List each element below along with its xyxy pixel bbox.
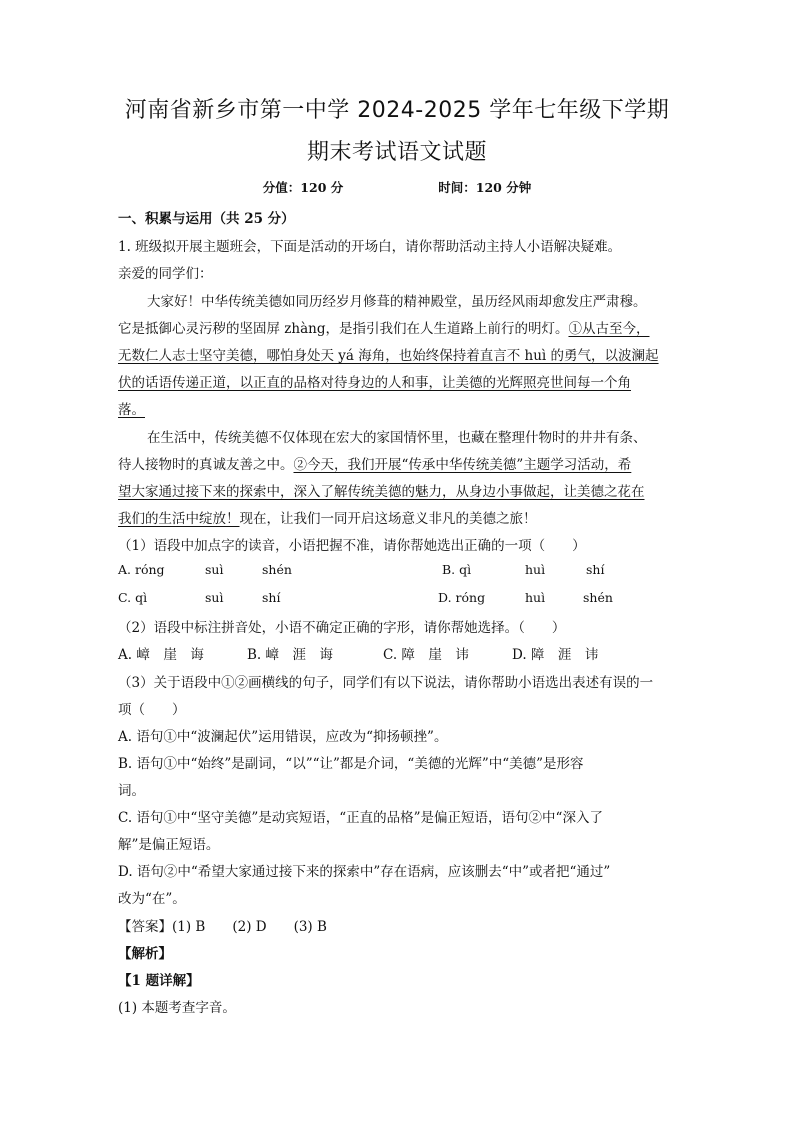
option-1a-3: shén — [262, 562, 292, 577]
sub-question-3-line-2: 项（ ） — [118, 702, 186, 718]
passage-1-line-5: 落。 — [118, 402, 145, 418]
underlined-sentence-1: ①从古至今， — [568, 321, 650, 337]
sub-question-3-line-1: （3）关于语段中①②画横线的句子，同学们有以下说法，请你帮助小语选出表述有误的一 — [118, 675, 654, 691]
time-label: 时间：120 分钟 — [438, 180, 532, 195]
option-1a-1: A. róng — [118, 562, 165, 577]
option-2a: A. 嶂 崖 诲 — [118, 647, 204, 663]
exam-meta — [0, 178, 794, 196]
option-3a: A. 语句①中“波澜起伏”运用错误，应改为“抑扬顿挫”。 — [118, 729, 448, 745]
passage-2-line-1: 在生活中，传统美德不仅体现在宏大的家国情怀里，也藏在整理什物时的井井有条、 — [147, 430, 647, 446]
option-1d-3: shén — [583, 590, 613, 605]
underlined-sentence-2: ②今天，我们开展“传承中华传统美德”主题学习活动，希 — [293, 457, 632, 473]
option-1c-2: suì — [205, 590, 224, 605]
option-3c-line-1: C. 语句①中“坚守美德”是动宾短语，“正直的品格”是偏正短语，语句②中“深入了 — [118, 810, 603, 826]
option-3c-line-2: 解”是偏正短语。 — [118, 837, 220, 853]
question-1-stem: 1. 班级拟开展主题班会，下面是活动的开场白，请你帮助活动主持人小语解决疑难。 — [118, 239, 622, 255]
option-2d: D. 障 涯 讳 — [512, 647, 599, 663]
passage-1-line-1: 大家好！中华传统美德如同历经岁月修葺的精神殿堂，虽历经风雨却愈发庄严肃穆。 — [147, 294, 647, 310]
option-3b-line-2: 词。 — [118, 783, 145, 799]
option-2b: B. 嶂 涯 诲 — [247, 647, 334, 663]
option-1b-1: B. qì — [442, 562, 472, 577]
passage-1-line-4: 伏的话语传递正道，以正直的品格对待身边的人和事，让美德的光辉照亮世间每一个角 — [118, 375, 631, 391]
exam-title-line-2: 期末考试语文试题 — [306, 140, 487, 165]
option-2c: C. 障 崖 讳 — [383, 647, 469, 663]
score-label: 分值：120 分 — [262, 180, 344, 195]
option-3b-line-1: B. 语句①中“始终”是副词，“以”“让”都是介词，“美德的光辉”中“美德”是形容 — [118, 756, 584, 772]
detail-heading: 【1 题详解】 — [118, 973, 200, 989]
passage-2-line-3: 望大家通过接下来的探索中，深入了解传统美德的魅力，从身边小事做起，让美德之花在 — [118, 484, 645, 500]
option-1d-2: huì — [525, 590, 546, 605]
option-1c-3: shí — [262, 590, 281, 605]
passage-text: 现在，让我们一同开启这场意义非凡的美德之旅！ — [239, 511, 537, 527]
answer-line: 【答案】(1) B (2) D (3) B — [118, 919, 327, 935]
passage-text: 它是抵御心灵污秽的坚固屏 zhàng，是指引我们在人生道路上前行的明灯。 — [118, 321, 569, 337]
option-1a-2: suì — [205, 562, 224, 577]
section-heading: 一、积累与运用（共 25 分） — [118, 211, 295, 227]
passage-2-line-2 — [118, 453, 631, 473]
option-1c-1: C. qì — [118, 590, 148, 605]
underlined-sentence-2-end: 我们的生活中绽放！ — [118, 511, 240, 527]
greeting: 亲爱的同学们： — [118, 266, 213, 282]
passage-1-line-3: 无数仁人志士坚守美德，哪怕身处天 yá 海角，也始终保持着直言不 huì 的勇气，以波澜起 — [118, 348, 659, 364]
option-3d-line-1: D. 语句②中“希望大家通过接下来的探索中”存在语病，应该删去“中”或者把“通过” — [118, 864, 611, 880]
sub-question-1: （1）语段中加点字的读音，小语把握不准，请你帮她选出正确的一项（ ） — [118, 538, 586, 554]
exam-title-line-1: 河南省新乡市第一中学 2024-2025 学年七年级下学期 — [124, 98, 670, 123]
option-3d-line-2: 改为“在”。 — [118, 891, 186, 907]
option-1b-3: shí — [586, 562, 605, 577]
detail-line-1: (1) 本题考查字音。 — [118, 1000, 236, 1016]
option-1d-1: D. róng — [438, 590, 486, 605]
option-1b-2: huì — [525, 562, 546, 577]
sub-question-2: （2）语段中标注拼音处，小语不确定正确的字形，请你帮她选择。（ ） — [118, 620, 566, 636]
analysis-heading: 【解析】 — [118, 946, 172, 962]
passage-2-line-4 — [118, 507, 537, 527]
passage-text: 待人接物时的真诚友善之中。 — [118, 457, 294, 473]
passage-1-line-2 — [118, 317, 649, 337]
